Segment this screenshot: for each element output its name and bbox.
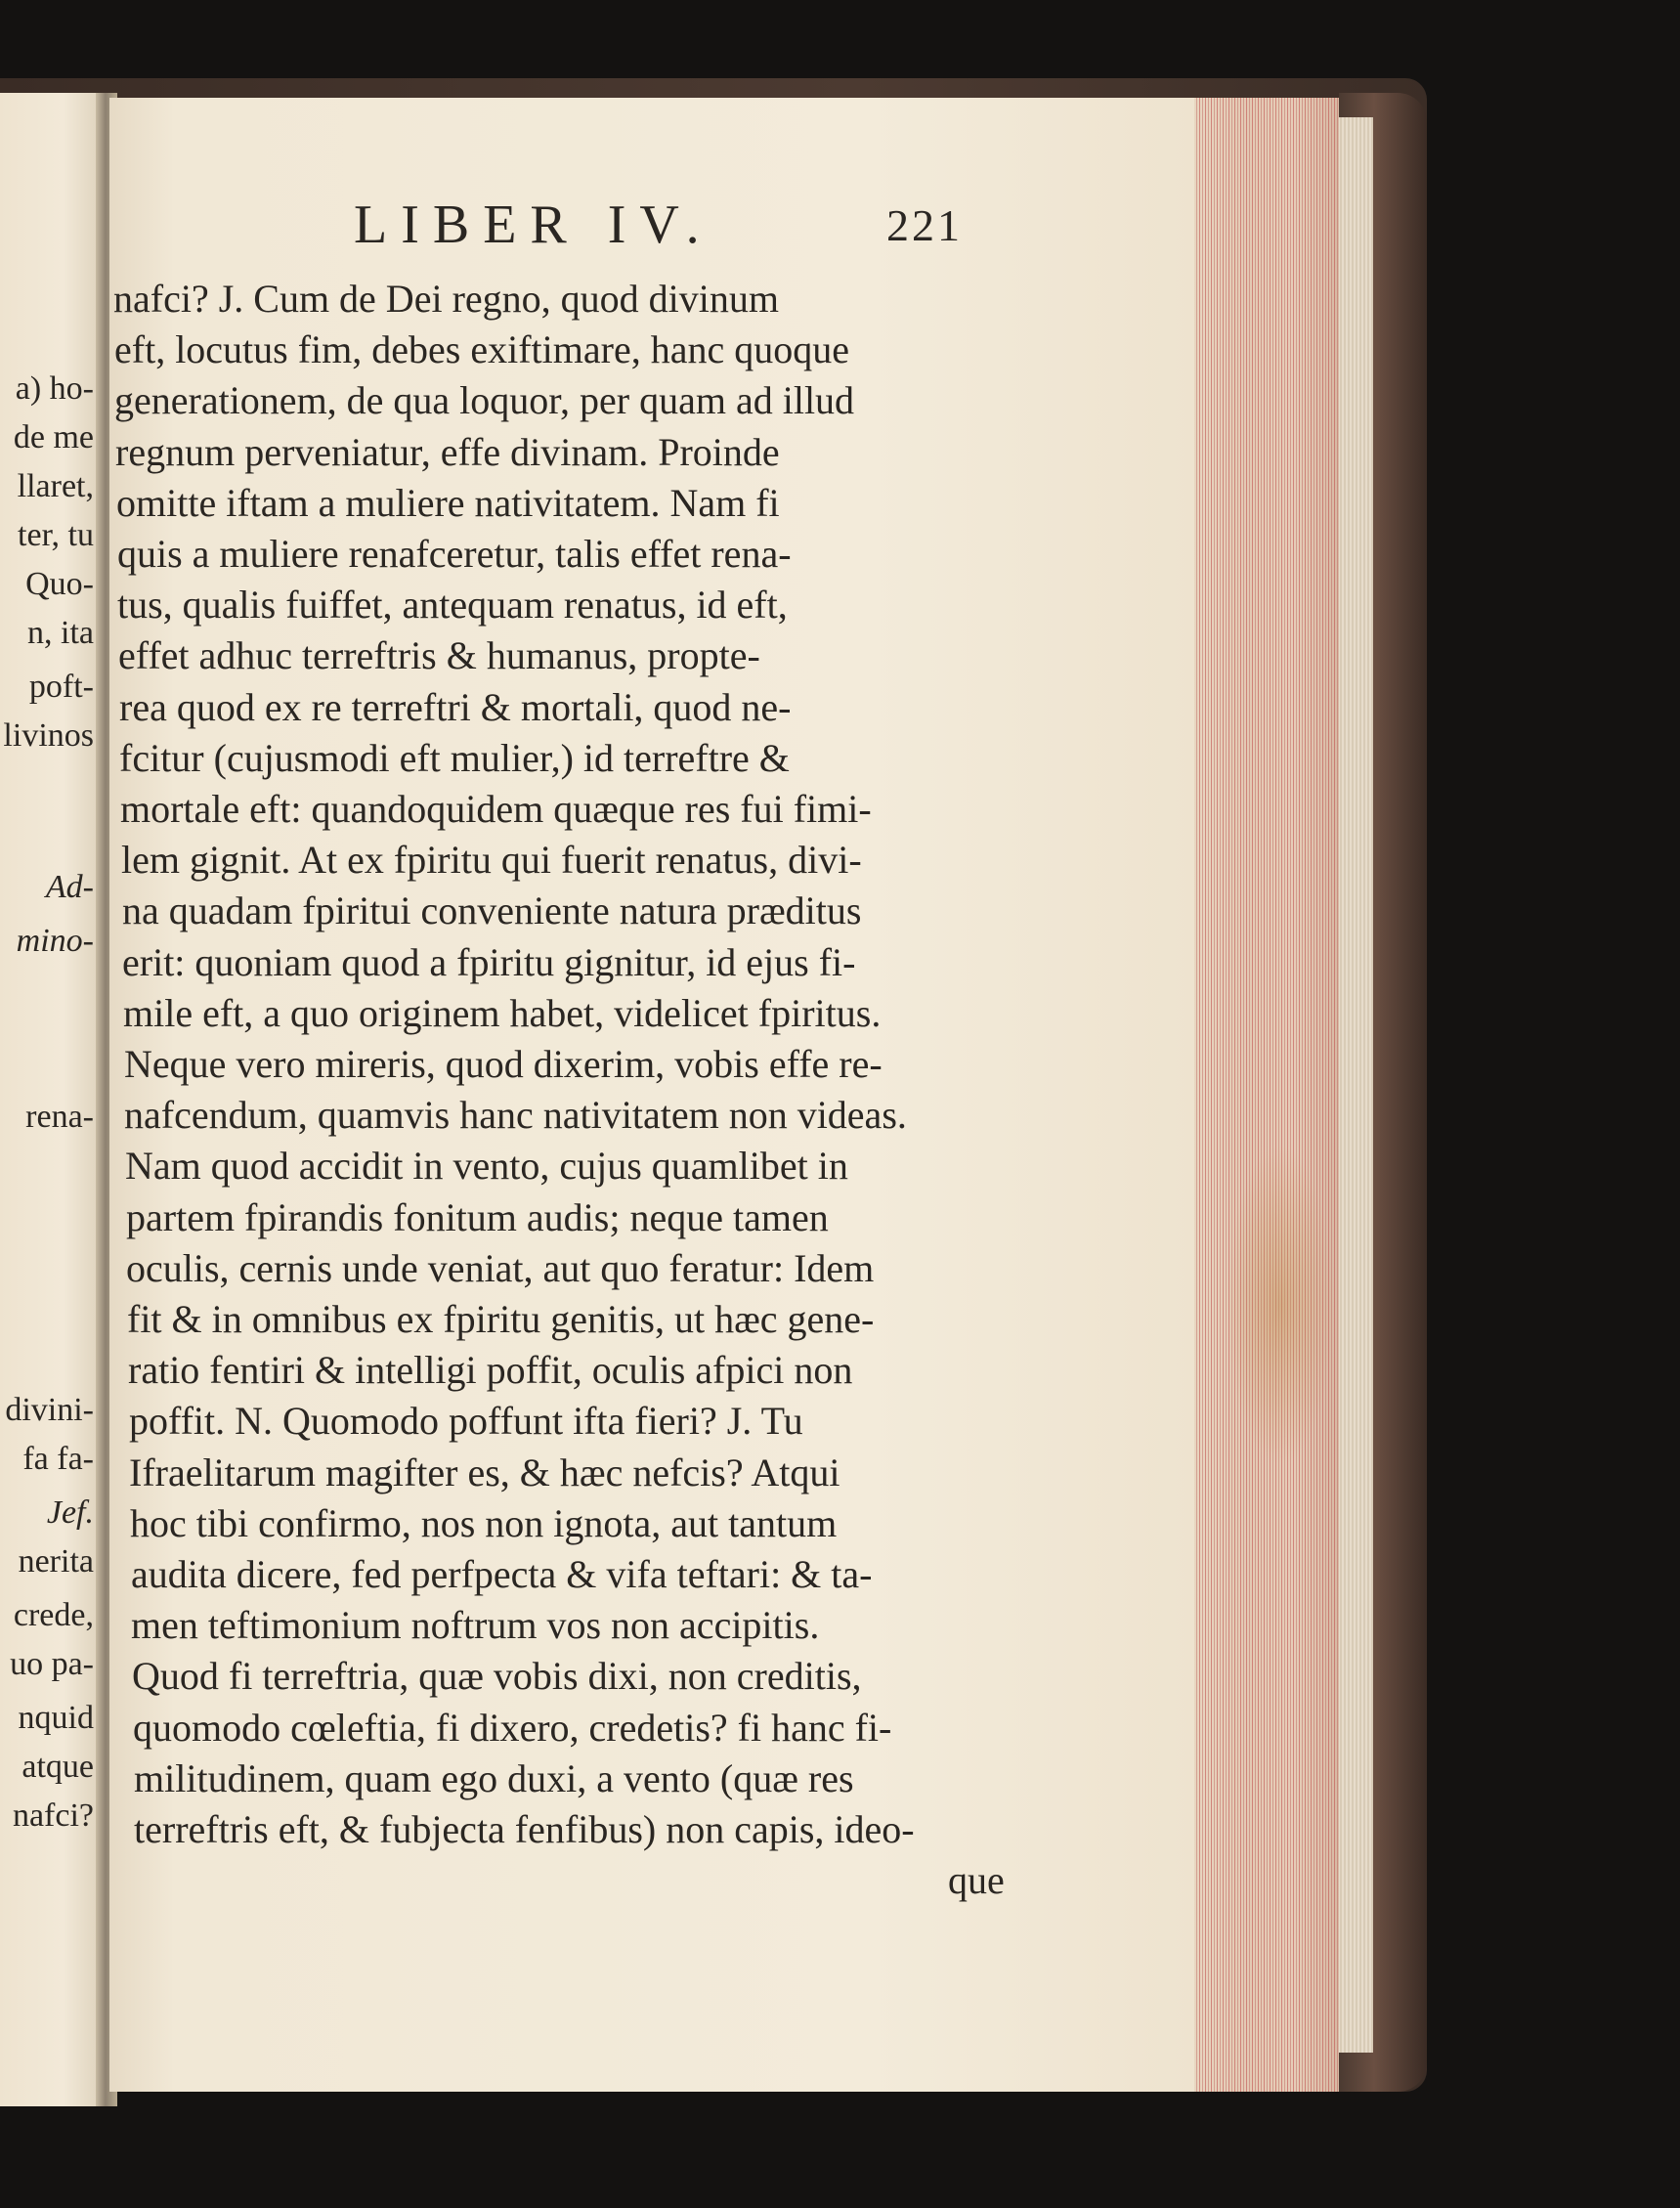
text-line: mortale eft: quandoquidem quæque res fui fimi- xyxy=(120,787,872,831)
left-page-fragment: Ad- xyxy=(45,869,94,905)
text-line: regnum perveniatur, effe divinam. Proinde xyxy=(115,429,780,474)
text-line: fcitur (cujusmodi eft mulier,) id terreftre & xyxy=(119,735,790,780)
text-line: mile eft, a quo originem habet, videlicet fpiritus. xyxy=(123,990,882,1035)
text-line: militudinem, quam ego duxi, a vento (quæ res xyxy=(134,1755,854,1800)
text-line: effet adhuc terreftris & humanus, propte- xyxy=(118,633,760,678)
page-number: 221 xyxy=(886,200,963,250)
running-title: LIBER IV. xyxy=(354,195,713,255)
left-page-fragment: Jef. xyxy=(46,1494,94,1531)
left-page-fragment: mino- xyxy=(16,923,94,959)
text-line: Nam quod accidit in vento, cujus quamlibet in xyxy=(125,1144,848,1189)
text-line: generationem, de qua loquor, per quam ad illud xyxy=(114,378,855,423)
text-line: tus, qualis fuiffet, antequam renatus, id eft, xyxy=(117,583,788,628)
left-page-fragment: livinos xyxy=(3,717,94,754)
left-page-fragment: poft- xyxy=(28,669,94,705)
left-page-fragment: uo pa- xyxy=(10,1646,94,1682)
text-line: partem fpirandis fonitum audis; neque tamen xyxy=(126,1194,829,1239)
catchword: que xyxy=(948,1858,1005,1903)
left-page-fragment: a) ho- xyxy=(15,370,94,407)
text-line: lem gignit. At ex fpiritu qui fuerit renatus, divi- xyxy=(121,838,862,883)
page-block-edge xyxy=(1334,117,1373,2053)
text-line: rea quod ex re terreftri & mortali, quod ne- xyxy=(119,684,792,729)
text-line: omitte iftam a muliere nativitatem. Nam fi xyxy=(116,480,780,525)
text-line: quis a muliere renafceretur, talis effet rena- xyxy=(117,532,792,576)
text-line: ratio fentiri & intelligi poffit, oculis afpici non xyxy=(128,1348,853,1393)
left-page-fragment: divini- xyxy=(5,1392,94,1428)
left-page-fragment: ter, tu xyxy=(18,517,94,553)
text-line: quomodo cœleftia, fi dixero, credetis? fi hanc fi- xyxy=(133,1705,892,1750)
left-page-fragment: fa fa- xyxy=(22,1441,94,1477)
text-line: Ifraelitarum magifter es, & hæc nefcis? Atqui xyxy=(129,1450,840,1494)
text-line: eft, locutus fim, debes exiftimare, hanc quoque xyxy=(114,327,849,372)
text-line: nafci? J. Cum de Dei regno, quod divinum xyxy=(113,277,779,321)
left-page-fragment: nerita xyxy=(18,1543,94,1580)
left-page-fragment: llaret, xyxy=(17,468,94,504)
red-sprinkled-edge xyxy=(1187,98,1339,2092)
left-page-fragment: nquid xyxy=(18,1700,94,1736)
text-line: nafcendum, quamvis hanc nativitatem non videas. xyxy=(124,1093,907,1138)
text-line: audita dicere, fed perfpecta & vifa teftari: & ta- xyxy=(131,1552,873,1596)
left-page-fragment: rena- xyxy=(25,1099,94,1135)
water-stain xyxy=(1227,1144,1334,1466)
text-line: Quod fi terreftria, quæ vobis dixi, non creditis, xyxy=(132,1654,862,1699)
left-page xyxy=(0,93,106,2106)
left-page-fragment: crede, xyxy=(13,1597,94,1633)
text-line: na quadam fpiritui conveniente natura præditus xyxy=(122,888,862,933)
page-header xyxy=(109,194,1194,262)
text-line: men teftimonium noftrum vos non accipitis. xyxy=(131,1603,820,1648)
left-page-fragment: de me xyxy=(13,419,94,455)
left-page-fragment: n, ita xyxy=(27,615,94,651)
text-line: hoc tibi confirmo, nos non ignota, aut tantum xyxy=(130,1500,838,1545)
left-page-fragment: nafci? xyxy=(12,1797,94,1834)
text-line: terreftris eft, & fubjecta fenfibus) non capis, ideo- xyxy=(134,1807,915,1851)
left-page-fragment: atque xyxy=(22,1749,94,1785)
text-line: Neque vero mireris, quod dixerim, vobis effe re- xyxy=(124,1042,883,1086)
left-page-fragment: Quo- xyxy=(25,566,94,602)
text-line: fit & in omnibus ex fpiritu genitis, ut hæc gene- xyxy=(127,1297,875,1341)
text-line: oculis, cernis unde veniat, aut quo feratur: Idem xyxy=(126,1245,875,1290)
text-line: erit: quoniam quod a fpiritu gignitur, id ejus fi- xyxy=(122,939,856,984)
text-line: poffit. N. Quomodo poffunt ifta fieri? J. Tu xyxy=(129,1399,803,1444)
